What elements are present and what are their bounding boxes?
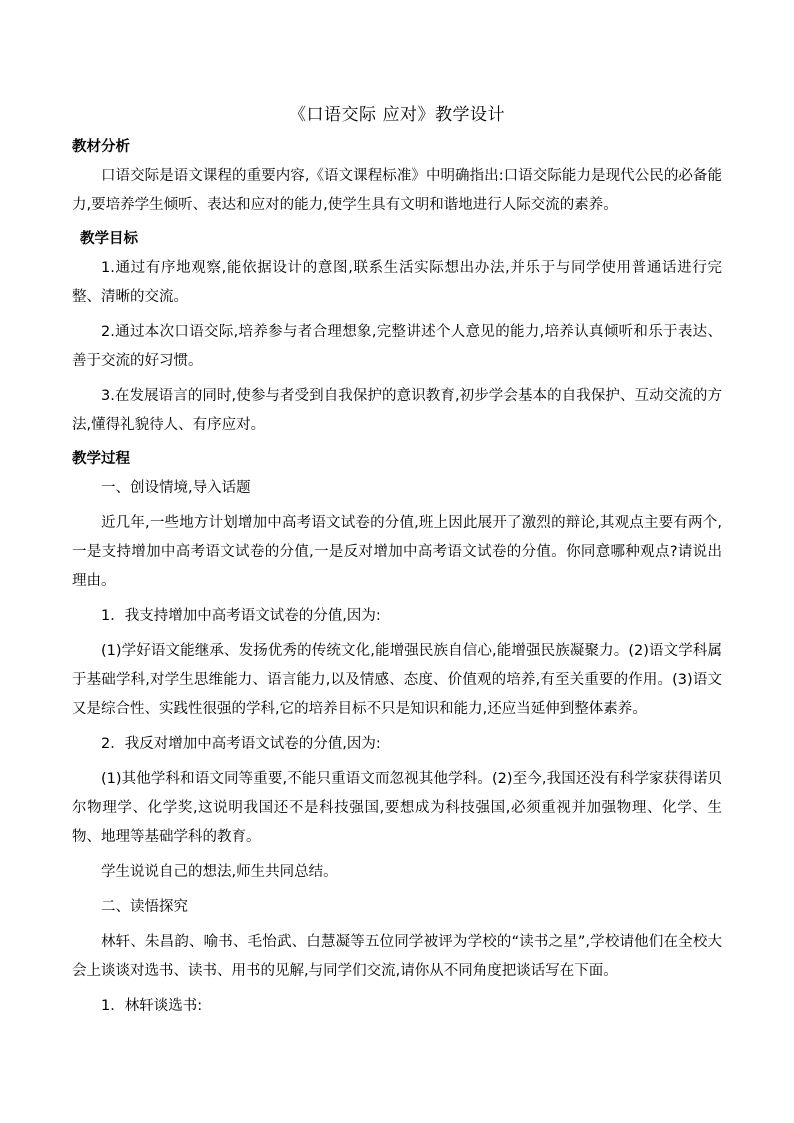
process-paragraph-2: 近几年,一些地方计划增加中高考语文试卷的分值,班上因此展开了激烈的辩论,其观点主要有两个,一是支持增加中高考语文试卷的分值,一是反对增加中高考语文试卷的分值。你同意哪种观点?请说出理由。 xyxy=(72,515,722,589)
document-page xyxy=(72,100,722,1027)
process-paragraph-4: (1)学好语文能继承、发扬优秀的传统文化,能增强民族自信心,能增强民族凝聚力。(2)语文学科属于基础学科,对学生思维能力、语言能力,以及情感、态度、价值观的培养,有至关重要的作用。(3)语文又是综合性、实践性很强的学科,它的培养目标不只是知识和能力,还应当延伸到整体素养。 xyxy=(72,643,722,717)
process-paragraph-10: 1．林轩谈选书: xyxy=(101,998,203,1014)
goals-paragraph-1: 1.通过有序地观察,能依据设计的意图,联系生活实际想出办法,并乐于与同学使用普通话进行完整、清晰的交流。 xyxy=(72,260,722,305)
process-paragraph-6: (1)其他学科和语文同等重要,不能只重语文而忽视其他学科。(2)至今,我国还没有科学家获得诺贝尔物理学、化学奖,这说明我国还不是科技强国,要想成为科技强国,必须重视并加强物理、化学、生物、地理等基础学科的教育。 xyxy=(72,771,722,845)
analysis-paragraph-1: 口语交际是语文课程的重要内容,《语文课程标准》中明确指出:口语交际能力是现代公民的必备能力,要培养学生倾听、表达和应对的能力,使学生具有文明和谐地进行人际交流的素养。 xyxy=(72,168,722,213)
process-paragraph-9: 林轩、朱昌韵、喻书、毛怡武、白慧凝等五位同学被评为学校的“读书之星”,学校请他们在全校大会上谈谈对选书、读书、用书的见解,与同学们交流,请你从不同角度把谈话写在下面。 xyxy=(72,934,722,979)
section-heading-process: 教学过程 xyxy=(72,451,130,467)
goals-paragraph-3: 3.在发展语言的同时,使参与者受到自我保护的意识教育,初步学会基本的自我保护、互动交流的方法,懂得礼貌待人、有序应对。 xyxy=(72,388,722,433)
process-paragraph-8: 二、读悟探究 xyxy=(101,899,188,915)
section-heading-analysis: 教材分析 xyxy=(72,139,130,155)
process-paragraph-3: 1．我支持增加中高考语文试卷的分值,因为: xyxy=(101,608,381,624)
process-paragraph-5: 2．我反对增加中高考语文试卷的分值,因为: xyxy=(101,736,381,752)
goals-paragraph-2: 2.通过本次口语交际,培养参与者合理想象,完整讲述个人意见的能力,培养认真倾听和乐于表达、善于交流的好习惯。 xyxy=(72,324,722,369)
process-paragraph-1: 一、创设情境,导入话题 xyxy=(101,480,251,496)
document-title: 《口语交际 应对》教学设计 xyxy=(289,105,505,125)
section-heading-goals: 教学目标 xyxy=(80,231,138,247)
process-paragraph-7: 学生说说自己的想法,师生共同总结。 xyxy=(101,864,338,880)
